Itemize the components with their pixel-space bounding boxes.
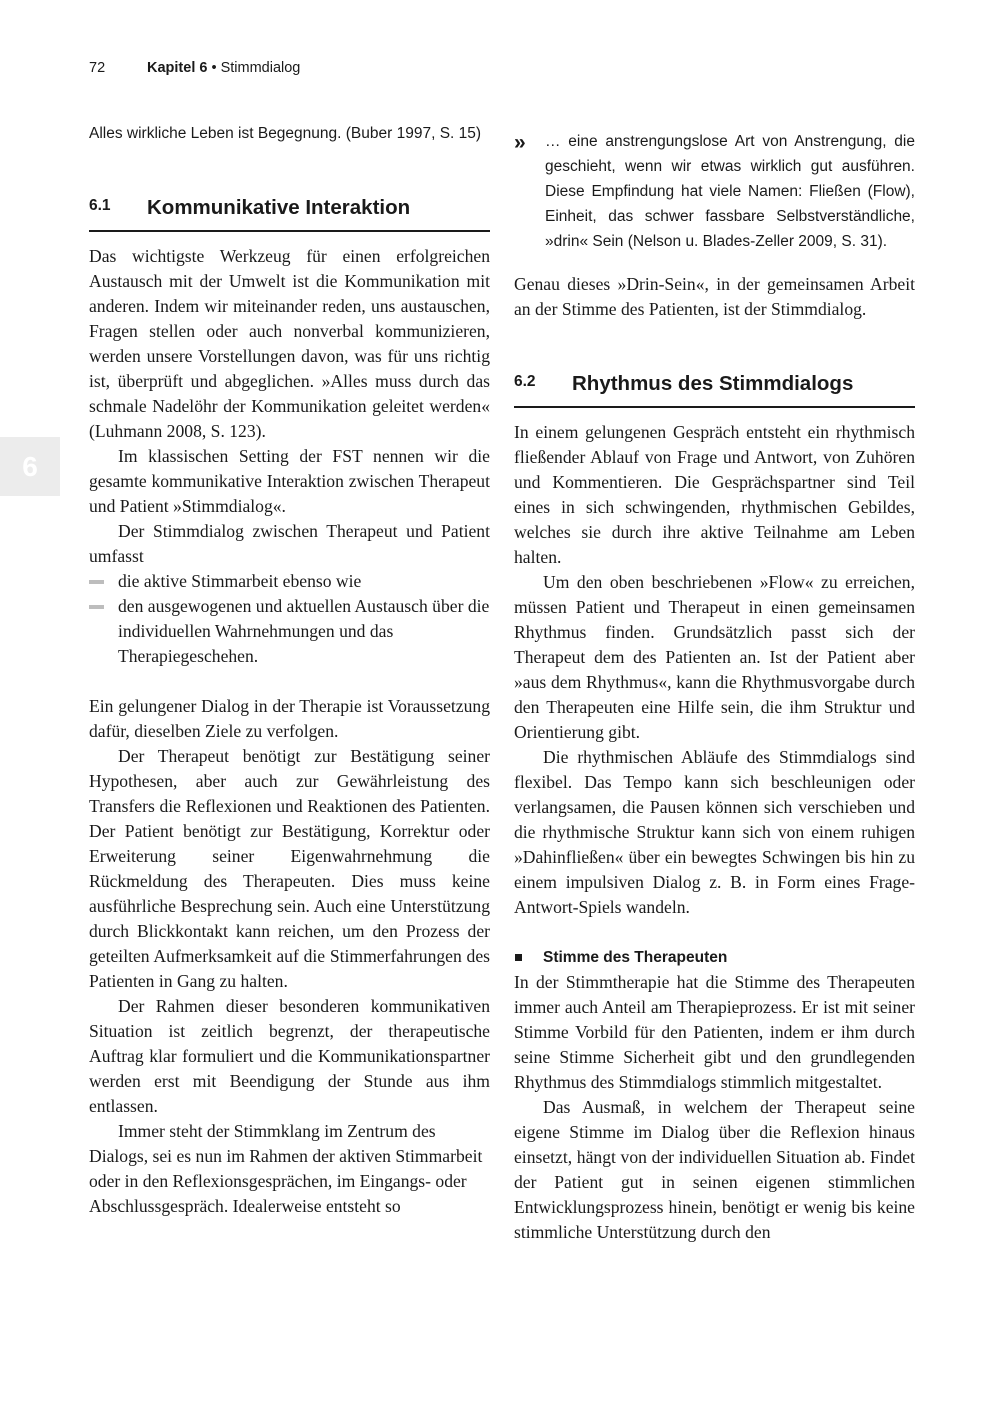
page-number: 72 [89,60,106,76]
paragraph: Das Ausmaß, in welchem der Therapeut seine eigene Stimme im Dialog über die Reflexion hinaus einsetzt, hängt von der individuellen Situation ab. Findet der Patient gut in seinen eigenen stimmlichen Entwicklungsprozess hinein, benötigt er wenig bis keine stimmliche Unterstützung durch den [514,1097,915,1242]
paragraph: In einem gelungenen Gespräch entsteht ein rhythmisch fließender Ablauf von Frage und Antwort, von Zuhören und Kommentieren. Die Gesprächspartner sind Teil eines in sich schwingenden, rhythmischen Gebildes, welches sie durch ihre aktive Teilnahme am Leben halten. [514,422,915,567]
section-number: 6.2 [514,373,536,390]
paragraph: Der Stimmdialog zwischen Therapeut und Patient umfasst [89,521,490,566]
chapter-title: Stimmdialog [220,60,301,76]
paragraph: Der Therapeut benötigt zur Bestätigung seiner Hypothesen, aber auch zur Gewährleistung des Transfers die Reflexionen und Reaktionen des Patienten. Der Patient benötigt zur Bestätigung, Korrektur oder Erweiterung seiner Eigenwahrnehmung die Rückmeldung des Therapeuten. Dies muss keine ausführliche Besprechung sein. Auch eine Unterstützung durch Blickkontakt kann reichen, um den Prozess der geteilten Aufmerksamkeit auf die Stimmerfahrungen des Patienten in Gang zu halten. [89,746,490,991]
chapter-label: Kapitel 6 [147,60,208,76]
section-heading-6-1 [89,189,490,232]
list-item [89,569,490,594]
subheading-text: Stimme des Therapeuten [543,949,728,966]
bullet-list [89,569,490,669]
header-separator: • [207,60,221,76]
square-bullet-icon [515,954,522,961]
paragraph: Im klassischen Setting der FST nennen wir die gesamte kommunikative Interaktion zwischen Therapeut und Patient »Stimmdialog«. [89,446,490,516]
chapter-thumb-tab: 6 [0,437,60,496]
dash-bullet-icon [89,580,104,584]
block-quote [514,129,915,254]
list-item-text: die aktive Stimmarbeit ebenso wie [118,571,362,591]
paragraph: Ein gelungener Dialog in der Therapie ist Voraussetzung dafür, dieselben Ziele zu verfolgen. [89,696,490,741]
paragraph: In der Stimmtherapie hat die Stimme des Therapeuten immer auch Anteil am Therapieprozess. Er ist mit seiner Stimme Vorbild für den Patienten, indem er ihm durch seine Stimme Sicherheit gibt und den grundlegenden Rhythmus des Stimmdialogs stimmlich mitgestaltet. [514,972,915,1092]
section-title: Kommunikative Interaktion [147,196,411,219]
running-head [89,60,300,76]
list-item [89,594,490,669]
left-column [89,121,490,1219]
section-number: 6.1 [89,197,111,214]
dash-bullet-icon [89,605,104,609]
motto: Alles wirkliche Leben ist Begegnung. (Buber 1997, S. 15) [89,125,482,142]
paragraph: Immer steht der Stimmklang im Zentrum des Dialogs, sei es nun im Rahmen der aktiven Stimmarbeit oder in den Reflexionsgesprächen, im Eingangs- oder Abschlussgespräch. Idealerweise entsteht so [89,1121,483,1216]
right-column [514,121,915,1245]
list-item-text: den ausgewogenen und aktuellen Austausch über die individuellen Wahrnehmungen und das Therapiegeschehen. [118,596,490,666]
spacer [514,254,915,272]
subheading [514,945,915,970]
section-title: Rhythmus des Stimmdialogs [572,372,854,395]
paragraph: Die rhythmischen Abläufe des Stimmdialogs sind flexibel. Das Tempo kann sich beschleunigen oder verlangsamen, die Pausen können sich verschieben und die rhythmische Struktur kann sich von einem ruhigen »Dahinfließen« über ein bewegtes Schwingen bis hin zu einem impulsiven Dialog z. B. in Form eines Frage-Antwort-Spiels wandeln. [514,747,915,917]
paragraph: Das wichtigste Werkzeug für einen erfolgreichen Austausch mit der Umwelt ist die Kommunikation mit anderen. Indem wir miteinander reden, uns austauschen, Fragen stellen oder auch nonverbal kommunizieren, werden unsere Vorstellungen davon, was für uns richtig ist, überprüft und abgeglichen. »Alles muss durch das schmale Nadelöhr der Kommunikation geleitet werden« (Luhmann 2008, S. 123). [89,246,490,441]
spacer [89,669,490,694]
paragraph: Genau dieses »Drin-Sein«, in der gemeinsamen Arbeit an der Stimme des Patienten, ist der Stimmdialog. [514,274,915,319]
quote-mark-icon: » [514,131,526,154]
paragraph: Der Rahmen dieser besonderen kommunikativen Situation ist zeitlich begrenzt, der therapeutische Auftrag klar formuliert und die Kommunikationspartner werden erst mit Beendigung der Stunde aus ihm entlassen. [89,996,490,1116]
section-heading-6-2 [514,365,915,408]
paragraph: Um den oben beschriebenen »Flow« zu erreichen, müssen Patient und Therapeut in einen gemeinsamen Rhythmus finden. Grundsätzlich passt sich der Therapeut dem des Patienten an. Ist der Patient aber »aus dem Rhythmus«, kann die Rhythmusvorgabe durch den Therapeuten eine Hilfe sein, die ihm Struktur und Orientierung gibt. [514,572,915,742]
quote-text: … eine anstrengungslose Art von Anstrengung, die geschieht, wenn wir etwas wirklich gut ausführen. Diese Empfindung hat viele Namen: Fließen (Flow), Einheit, das schwer fassbare Selbstverständliche, »drin« Sein (Nelson u. Blades-Zeller 2009, S. 31). [545,133,915,250]
